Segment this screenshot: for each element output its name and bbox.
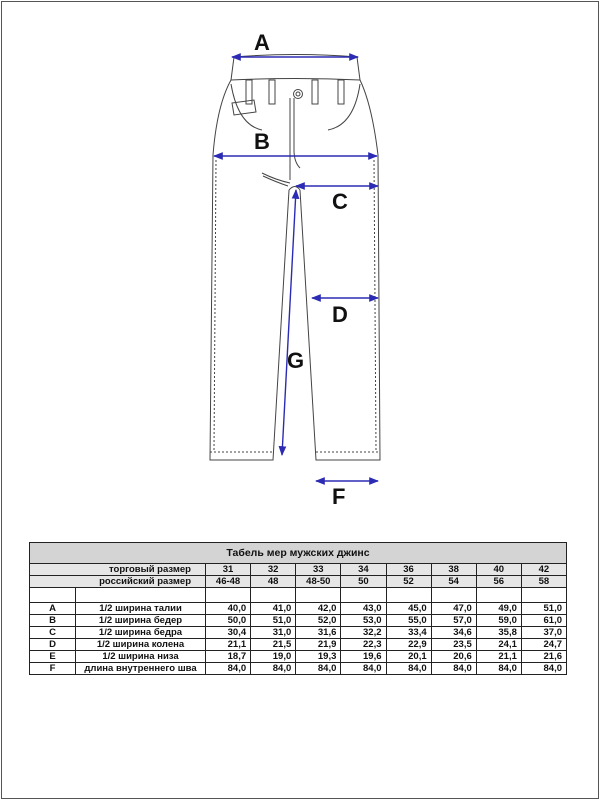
measurement-value: 21,9 xyxy=(296,639,341,651)
measurement-value: 24,7 xyxy=(521,639,566,651)
measurement-value: 33,4 xyxy=(386,627,431,639)
measurement-value: 47,0 xyxy=(431,603,476,615)
measurement-value: 22,9 xyxy=(386,639,431,651)
label-c: C xyxy=(332,189,348,214)
measurement-code: D xyxy=(30,639,76,651)
trade-size-cell: 42 xyxy=(521,564,566,576)
measurement-name: 1/2 ширина бедер xyxy=(76,615,206,627)
russian-size-cell: 52 xyxy=(386,576,431,588)
russian-size-cell: 48-50 xyxy=(296,576,341,588)
russian-size-label: российский размер xyxy=(30,576,206,588)
size-table-title: Табель мер мужских джинс xyxy=(30,543,567,564)
measurement-value: 84,0 xyxy=(476,663,521,675)
measurement-value: 43,0 xyxy=(341,603,386,615)
russian-size-cell: 48 xyxy=(251,576,296,588)
measurement-value: 59,0 xyxy=(476,615,521,627)
measurement-value: 23,5 xyxy=(431,639,476,651)
measurement-row xyxy=(30,663,567,675)
russian-size-row xyxy=(30,576,567,588)
label-a: A xyxy=(254,30,270,55)
measurement-value: 53,0 xyxy=(341,615,386,627)
measurement-value: 84,0 xyxy=(206,663,251,675)
measurement-name: 1/2 ширина колена xyxy=(76,639,206,651)
measurement-value: 19,6 xyxy=(341,651,386,663)
measurement-value: 21,1 xyxy=(206,639,251,651)
measurement-value: 41,0 xyxy=(251,603,296,615)
spacer-row xyxy=(30,588,567,603)
trade-size-label: торговый размер xyxy=(30,564,206,576)
measurement-lines xyxy=(214,57,378,481)
crotch xyxy=(289,187,300,191)
measurement-value: 22,3 xyxy=(341,639,386,651)
measurement-value: 50,0 xyxy=(206,615,251,627)
measurement-value: 19,0 xyxy=(251,651,296,663)
measurement-value: 21,6 xyxy=(521,651,566,663)
measurement-value: 20,6 xyxy=(431,651,476,663)
measurement-value: 18,7 xyxy=(206,651,251,663)
label-b: B xyxy=(254,129,270,154)
measurement-value: 42,0 xyxy=(296,603,341,615)
measurement-value: 84,0 xyxy=(386,663,431,675)
measurement-value: 31,0 xyxy=(251,627,296,639)
measurement-value: 84,0 xyxy=(521,663,566,675)
size-table-title-row xyxy=(30,543,567,564)
leg-outline-left xyxy=(210,80,289,460)
trade-size-cell: 32 xyxy=(251,564,296,576)
trade-size-cell: 40 xyxy=(476,564,521,576)
waistband xyxy=(231,55,360,81)
russian-size-cell: 50 xyxy=(341,576,386,588)
measurement-value: 61,0 xyxy=(521,615,566,627)
measurement-value: 30,4 xyxy=(206,627,251,639)
measurement-value: 40,0 xyxy=(206,603,251,615)
measurement-value: 51,0 xyxy=(251,615,296,627)
measurement-value: 20,1 xyxy=(386,651,431,663)
measurement-name: 1/2 ширина низа xyxy=(76,651,206,663)
measurement-value: 52,0 xyxy=(296,615,341,627)
belt-loop-mid-left xyxy=(269,80,275,104)
measurement-name: длина внутреннего шва xyxy=(76,663,206,675)
measurement-code: C xyxy=(30,627,76,639)
measurement-code: B xyxy=(30,615,76,627)
measurement-row xyxy=(30,651,567,663)
measure-g-line xyxy=(282,190,296,455)
measurement-value: 55,0 xyxy=(386,615,431,627)
trade-size-row xyxy=(30,564,567,576)
belt-loop-right xyxy=(338,80,344,104)
trade-size-cell: 38 xyxy=(431,564,476,576)
measurement-value: 21,1 xyxy=(476,651,521,663)
measurement-value: 32,2 xyxy=(341,627,386,639)
measurement-code: A xyxy=(30,603,76,615)
fly-stitch xyxy=(294,98,300,168)
measurement-value: 21,5 xyxy=(251,639,296,651)
measurement-row xyxy=(30,615,567,627)
measurement-value: 34,6 xyxy=(431,627,476,639)
measurement-value: 49,0 xyxy=(476,603,521,615)
measurement-value: 84,0 xyxy=(341,663,386,675)
measurement-value: 37,0 xyxy=(521,627,566,639)
leg-outline-right xyxy=(300,80,380,460)
label-d: D xyxy=(332,302,348,327)
measurement-value: 24,1 xyxy=(476,639,521,651)
measurement-value: 35,8 xyxy=(476,627,521,639)
trade-size-cell: 36 xyxy=(386,564,431,576)
size-table xyxy=(29,542,567,675)
measurement-row xyxy=(30,639,567,651)
measurement-value: 51,0 xyxy=(521,603,566,615)
trade-size-cell: 31 xyxy=(206,564,251,576)
measurement-value: 45,0 xyxy=(386,603,431,615)
measurement-value: 84,0 xyxy=(251,663,296,675)
russian-size-cell: 56 xyxy=(476,576,521,588)
russian-size-cell: 58 xyxy=(521,576,566,588)
measurement-name: 1/2 ширина бедра xyxy=(76,627,206,639)
measurement-row xyxy=(30,627,567,639)
trade-size-cell: 33 xyxy=(296,564,341,576)
trade-size-cell: 34 xyxy=(341,564,386,576)
measurement-value: 84,0 xyxy=(431,663,476,675)
measurement-code: F xyxy=(30,663,76,675)
label-f: F xyxy=(332,484,346,509)
measurement-code: E xyxy=(30,651,76,663)
russian-size-cell: 46-48 xyxy=(206,576,251,588)
measurement-value: 31,6 xyxy=(296,627,341,639)
button xyxy=(294,90,303,99)
russian-size-cell: 54 xyxy=(431,576,476,588)
measurement-value: 19,3 xyxy=(296,651,341,663)
jeans-outline xyxy=(210,55,380,461)
measurement-name: 1/2 ширина талии xyxy=(76,603,206,615)
measurement-value: 84,0 xyxy=(296,663,341,675)
belt-loop-mid-right xyxy=(312,80,318,104)
label-g: G xyxy=(287,348,305,373)
measurement-value: 57,0 xyxy=(431,615,476,627)
measurement-row xyxy=(30,603,567,615)
